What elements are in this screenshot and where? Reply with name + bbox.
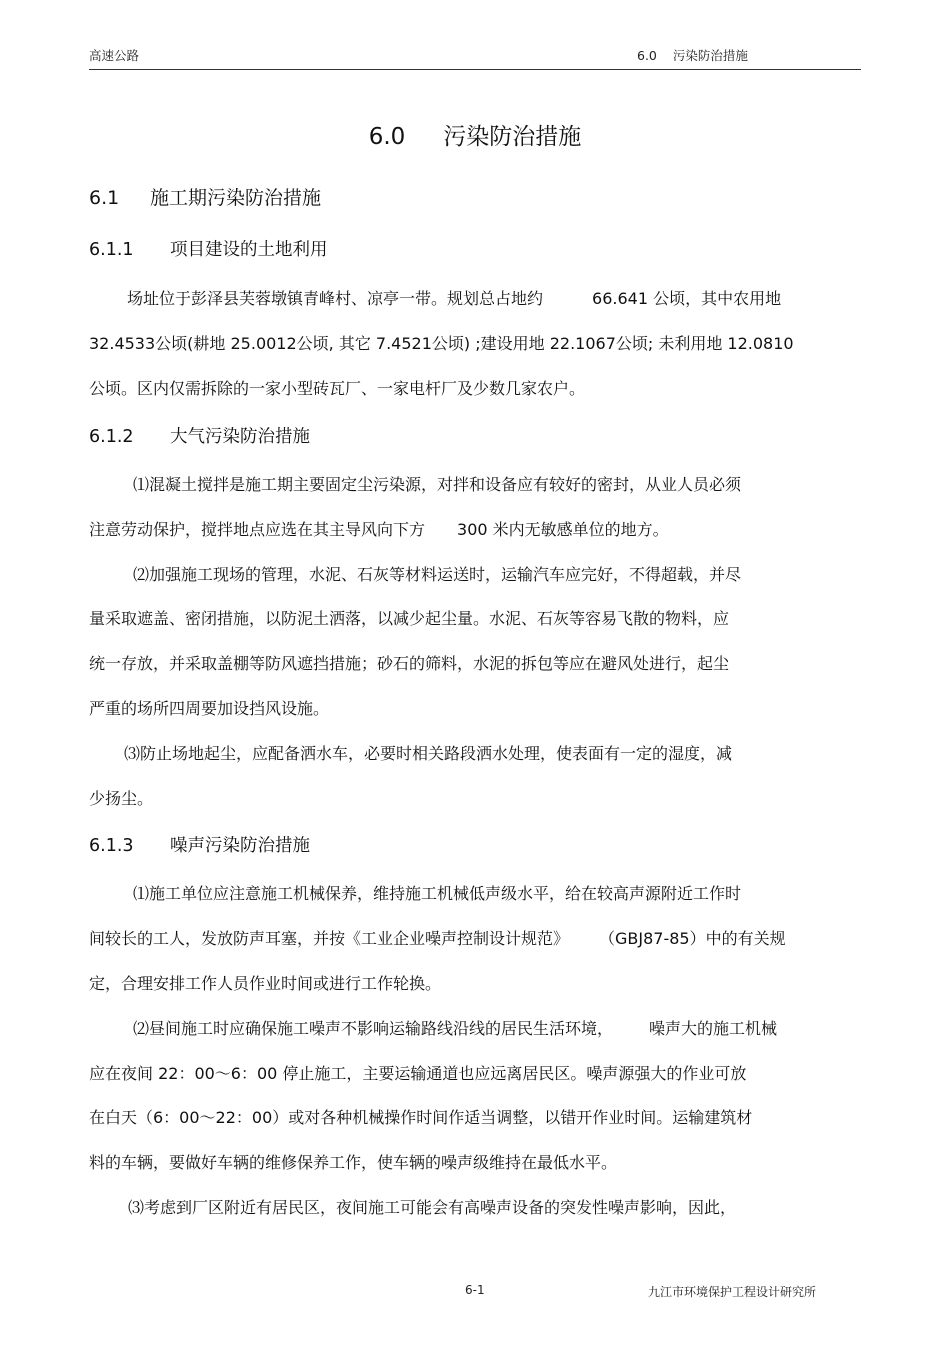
title-number: 6.0 (368, 124, 406, 150)
page-title (0, 118, 950, 151)
paragraph-line: 少扬尘。 (89, 789, 154, 808)
paragraph-line: ⑴混凝土搅拌是施工期主要固定尘污染源，对拌和设备应有较好的密封，从业人员必须 (133, 475, 742, 494)
paragraph-line: 量采取遮盖、密闭措施，以防泥土洒落，以减少起尘量。水泥、石灰等容易飞散的物料，应 (89, 609, 730, 628)
paragraph-line: ⑴施工单位应注意施工机械保养，维持施工机械低声级水平，给在较高声源附近工作时 (133, 884, 742, 903)
paragraph-line: 32.4533公顷(耕地 25.0012公顷, 其它 7.4521公顷) ;建设用地 22.1067公顷; 未利用地 12.0810 (89, 334, 794, 353)
paragraph-line: ⑶考虑到厂区附近有居民区，夜间施工可能会有高噪声设备的突发性噪声影响，因此， (128, 1198, 737, 1217)
paragraph-line: 统一存放，并采取盖棚等防风遮挡措施；砂石的筛料，水泥的拆包等应在避风处进行，起尘 (89, 654, 730, 673)
header-left-text: 高速公路 (89, 48, 140, 63)
paragraph-line: 料的车辆，要做好车辆的维修保养工作，使车辆的噪声级维持在最低水平。 (89, 1153, 618, 1172)
paragraph-line: 间较长的工人，发放防声耳塞，并按《工业企业噪声控制设计规范》 （GBJ87-85）中的有关规 (89, 929, 786, 948)
paragraph-line: 注意劳动保护，搅拌地点应选在其主导风向下方 300 米内无敏感单位的地方。 (89, 520, 669, 539)
title-text: 污染防治措施 (443, 124, 582, 150)
paragraph-line: ⑵加强施工现场的管理，水泥、石灰等材料运送时，运输汽车应完好，不得超载，并尽 (133, 565, 742, 584)
paragraph-line: 应在夜间 22：00～6：00 停止施工，主要运输通道也应远离居民区。噪声源强大的作业可放 (89, 1064, 747, 1083)
paragraph-line: ⑵昼间施工时应确保施工噪声不影响运输路线沿线的居民生活环境， 噪声大的施工机械 (133, 1019, 778, 1038)
section-6-1-2-heading: 6.1.2 大气污染防治措施 (89, 427, 310, 447)
footer-organization: 九江市环境保护工程设计研究所 (648, 1285, 817, 1299)
paragraph-line: 场址位于彭泽县芙蓉墩镇青峰村、凉亭一带。规划总占地约 66.641 公顷，其中农用地 (127, 289, 782, 308)
header-right-text: 6.0 污染防治措施 (637, 48, 748, 63)
section-6-1-3-heading: 6.1.3 噪声污染防治措施 (89, 836, 310, 856)
paragraph-line: 在白天（6：00～22：00）或对各种机械操作时间作适当调整，以错开作业时间。运输建筑材 (89, 1108, 753, 1127)
header-rule (89, 69, 861, 70)
page-number: 6-1 (465, 1283, 485, 1297)
paragraph-line: 公顷。区内仅需拆除的一家小型砖瓦厂、一家电杆厂及少数几家农户。 (89, 379, 586, 398)
paragraph-line: ⑶防止场地起尘，应配备洒水车，必要时相关路段洒水处理，使表面有一定的湿度，减 (124, 744, 733, 763)
paragraph-line: 定，合理安排工作人员作业时间或进行工作轮换。 (89, 974, 442, 993)
section-6-1-1-heading: 6.1.1 项目建设的土地利用 (89, 240, 328, 260)
paragraph-line: 严重的场所四周要加设挡风设施。 (89, 699, 330, 718)
section-6-1-heading: 6.1 施工期污染防治措施 (89, 187, 322, 209)
